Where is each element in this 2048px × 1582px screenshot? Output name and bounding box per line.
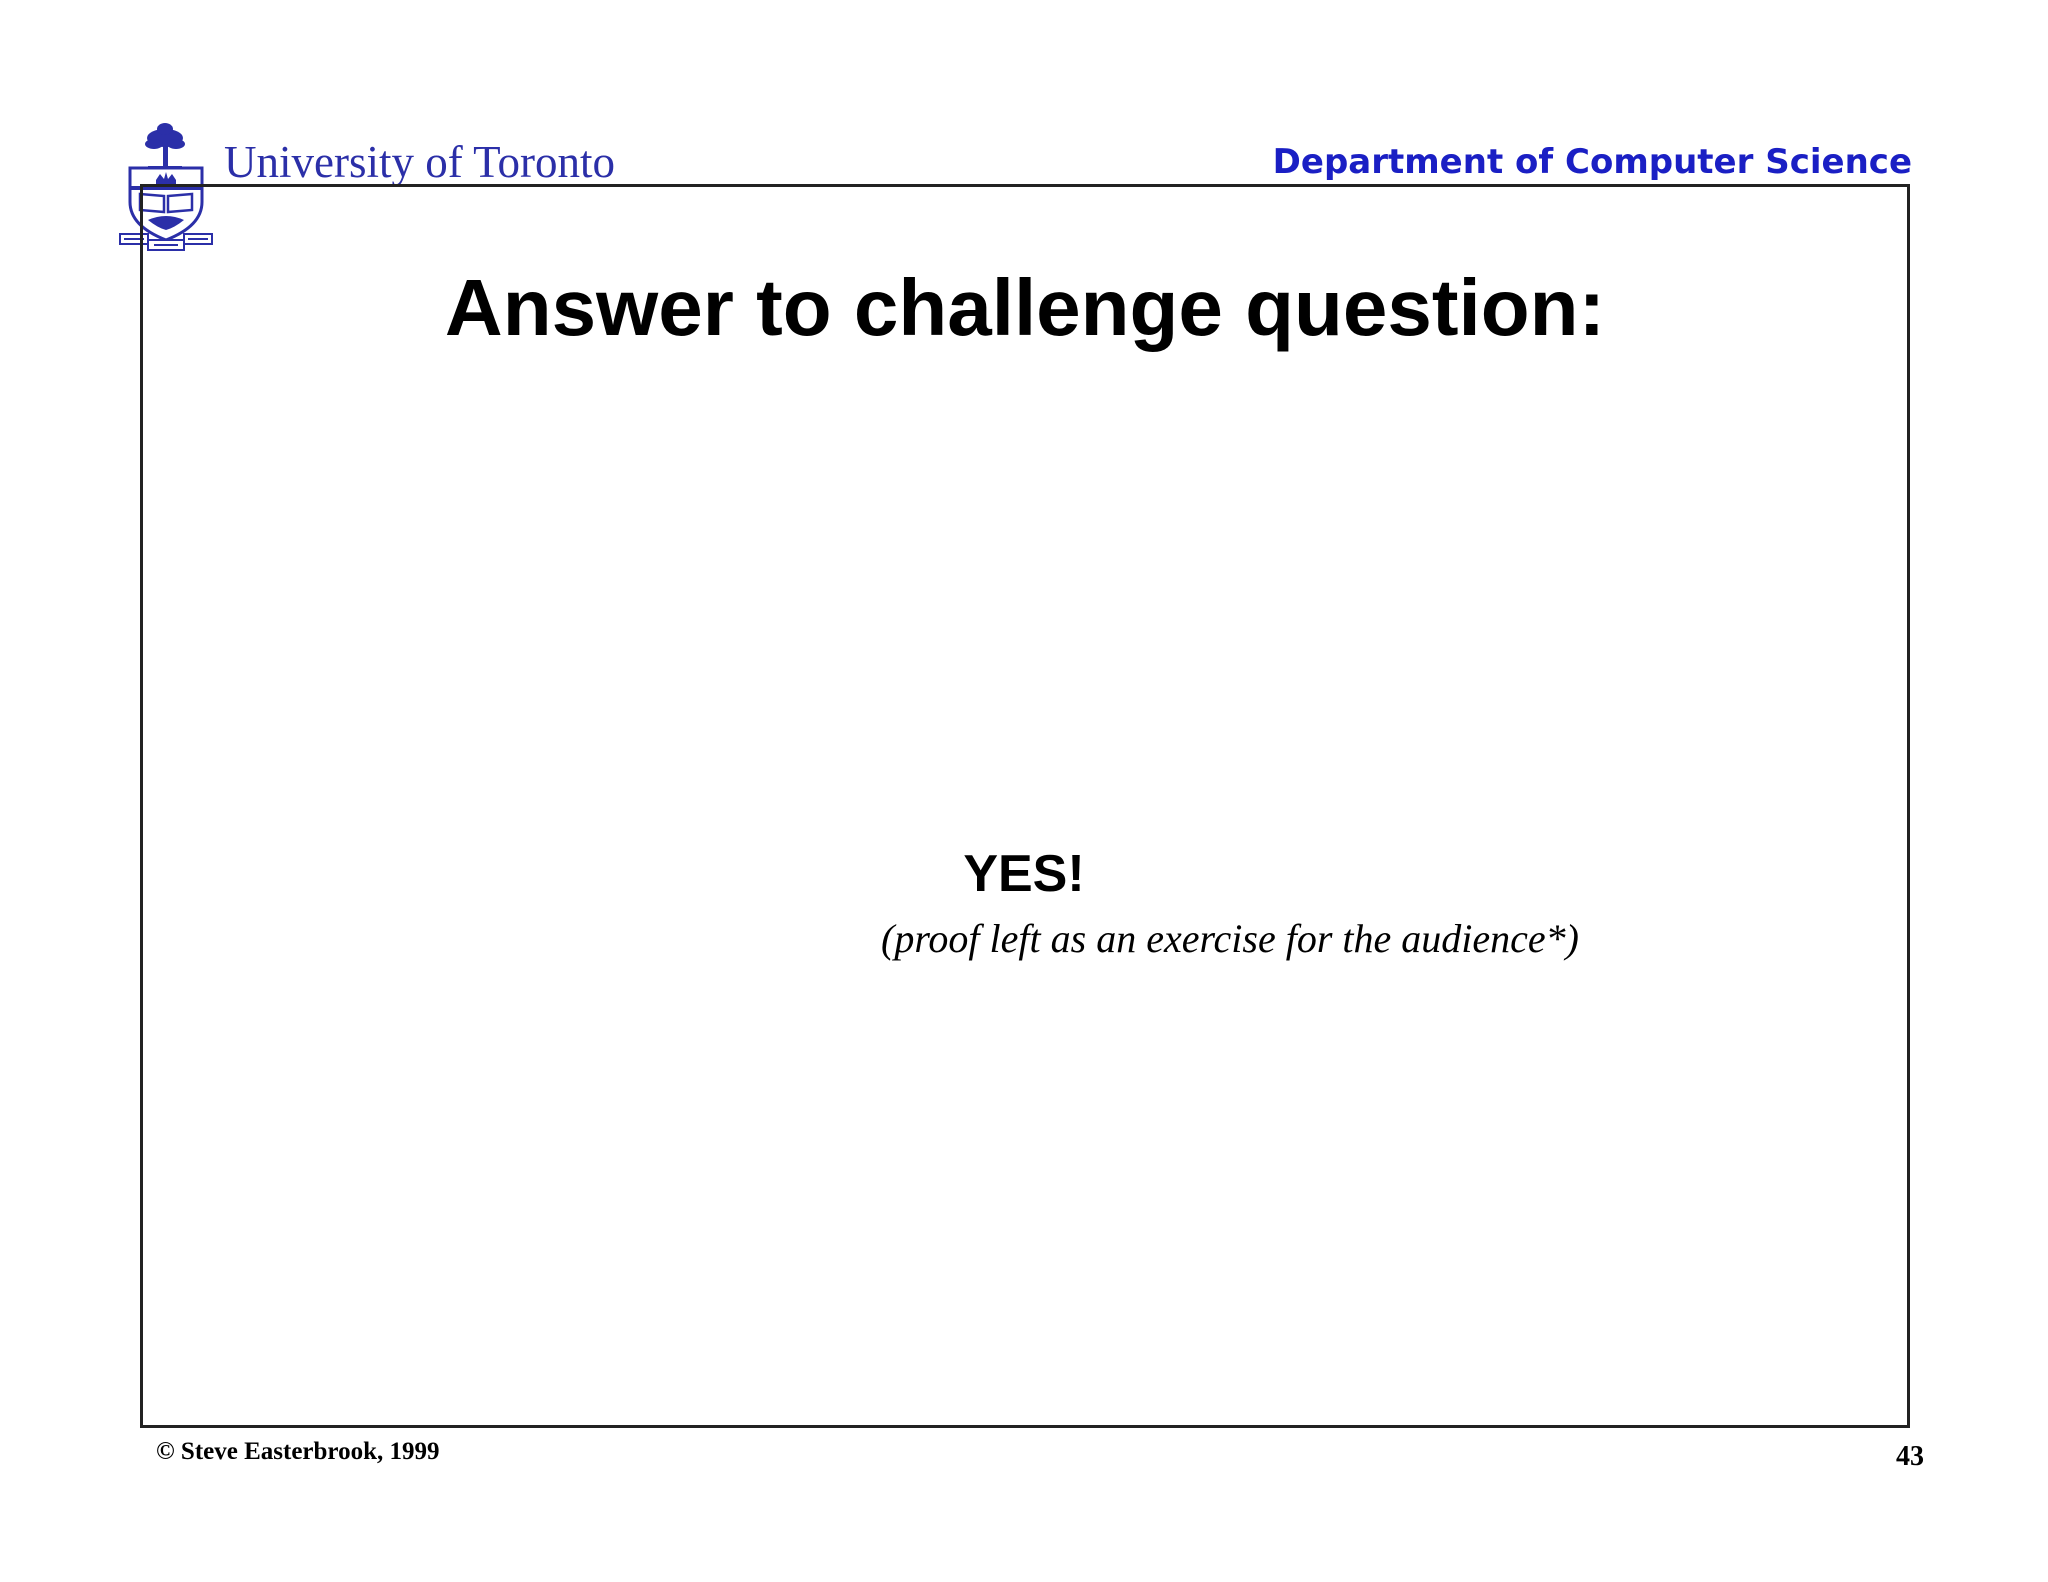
slide-title: Answer to challenge question:	[444, 263, 1606, 352]
answer-text: YES!	[963, 845, 1085, 903]
page-number: 43	[1896, 1441, 1924, 1472]
proof-note: (proof left as an exercise for the audience*)	[881, 916, 1579, 961]
university-name: University of Toronto	[224, 137, 615, 187]
department-name: Department of Computer Science	[1272, 142, 1912, 182]
copyright-notice: © Steve Easterbrook, 1999	[156, 1438, 440, 1465]
slide-frame	[140, 184, 1910, 1428]
